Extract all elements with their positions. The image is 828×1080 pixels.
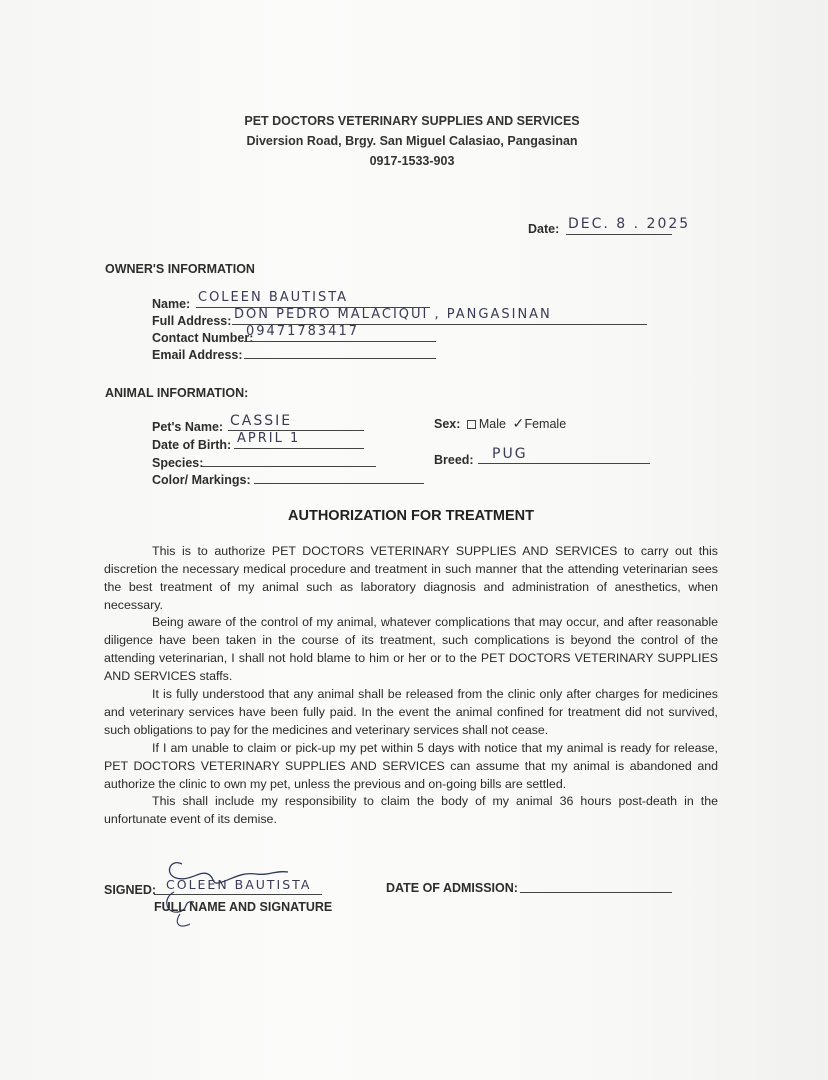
owner-email-label: Email Address: (152, 348, 243, 362)
owner-contact-label: Contact Number: (152, 331, 254, 345)
date-label: Date: (528, 222, 560, 236)
male-checkbox[interactable] (467, 420, 476, 429)
authorization-title: AUTHORIZATION FOR TREATMENT (288, 508, 534, 524)
company-address: Diversion Road, Brgy. San Miguel Calasiao, Pangasinan (246, 134, 578, 148)
auth-paragraph-3: It is fully understood that any animal shall be released from the clinic only after charges for medicines and veterinary services have been fully paid. In the event the animal confined for treatment did not survived, such obligations to pay for the medicines and veterinary services shall not cease. (104, 687, 718, 737)
dob-label: Date of Birth: (152, 438, 232, 452)
owner-contact-value[interactable]: 09471783417 (246, 324, 359, 339)
male-option-label: Male (478, 417, 506, 431)
breed-label: Breed: (434, 453, 474, 467)
company-name: PET DOCTORS VETERINARY SUPPLIES AND SERVICES (244, 114, 580, 128)
color-markings-label: Color/ Markings: (152, 473, 251, 487)
dob-value[interactable]: APRIL 1 (237, 431, 301, 446)
female-checkbox[interactable]: ✓ (512, 415, 525, 431)
auth-paragraph-1: This is to authorize PET DOCTORS VETERINARY SUPPLIES AND SERVICES to carry out this discretion the necessary medical procedure and treatment in such manner that the attending veterinarian sees the best treatment of my animal such as laboratory diagnosis and administration of anesthetics, when necessary. (104, 544, 718, 612)
owner-section-title: OWNER'S INFORMATION (105, 262, 255, 276)
auth-paragraph-4: If I am unable to claim or pick-up my pet within 5 days with notice that my animal is ready for release, PET DOCTORS VETERINARY SUPPLIES AND SERVICES can assume that my animal is abandoned and authorize the clinic to own my pet, unless the previous and on-going bills are settled. (104, 741, 718, 791)
owner-address-label: Full Address: (152, 314, 232, 328)
date-line (566, 234, 672, 235)
date-of-admission-label: DATE OF ADMISSION: (386, 881, 518, 895)
company-phone: 0917-1533-903 (369, 154, 455, 168)
species-line (202, 466, 376, 467)
owner-name-value[interactable]: COLEEN BAUTISTA (198, 290, 349, 305)
signed-name-value[interactable]: COLEEN BAUTISTA (166, 877, 312, 892)
date-value[interactable]: DEC. 8 . 2025 (568, 216, 691, 232)
animal-section-title: ANIMAL INFORMATION: (105, 386, 249, 400)
owner-address-value[interactable]: DON PEDRO MALACIQUI , PANGASINAN (234, 307, 552, 322)
owner-email-line (244, 358, 436, 359)
date-of-admission-line (520, 892, 672, 893)
signature-caption: FULL NAME AND SIGNATURE (154, 900, 333, 914)
pet-name-value[interactable]: CASSIE (230, 413, 293, 429)
female-option-label: Female (524, 417, 567, 431)
pet-name-label: Pet's Name: (152, 420, 224, 434)
species-label: Species: (152, 456, 204, 470)
owner-contact-line (244, 341, 436, 342)
sex-field (434, 415, 566, 432)
signature-scribble (160, 852, 300, 932)
auth-paragraph-5: This shall include my responsibility to claim the body of my animal 36 hours post-death in the unfortunate event of its demise. (104, 794, 718, 826)
signed-label: SIGNED: (104, 883, 157, 897)
owner-name-label: Name: (152, 297, 191, 311)
auth-paragraph-2: Being aware of the control of my animal, whatever complications that may occur, and after reasonable diligence have been taken in the course of its treatment, such complications is beyond the control of the attending veterinarian, I shall not hold blame to him or her or to the PET DOCTORS VETERINARY SUPPLIES AND SERVICES staffs. (104, 615, 718, 683)
dob-line (234, 448, 364, 449)
breed-value[interactable]: PUG (492, 446, 528, 462)
color-markings-line (254, 483, 424, 484)
sex-label: Sex: (434, 417, 461, 431)
breed-line (478, 463, 650, 464)
